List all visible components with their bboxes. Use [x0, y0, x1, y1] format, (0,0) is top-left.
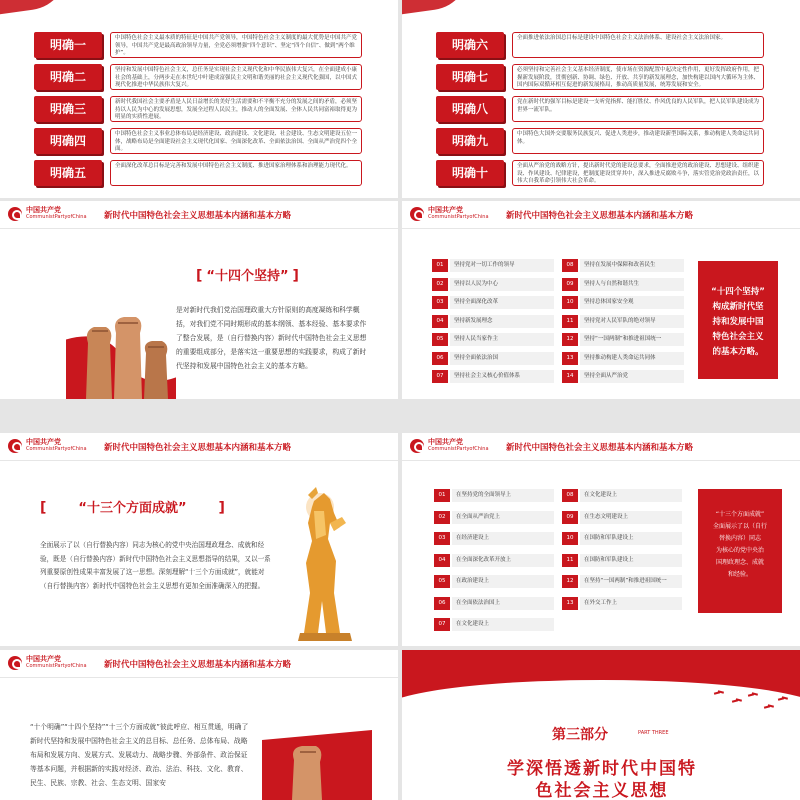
list-item-text: 在全面深化改革开放上: [452, 554, 554, 567]
party-emblem-icon: [410, 207, 424, 221]
list-item-number: 12: [562, 333, 578, 346]
brand-en: CommunistPartyofChina: [428, 214, 489, 220]
list-item-text: 坚持“一国两制”和推进祖国统一: [580, 333, 684, 346]
list-item-text: 坚持在发展中保障和改善民生: [580, 259, 684, 272]
list-item-text: 坚持总体国家安全观: [580, 296, 684, 309]
section-title: [ “十四个坚持” ]: [196, 268, 299, 284]
section-body: 是对新时代我们党治国理政重大方针原则的高度凝练和科学概括，对我们党不同时期形成的基本纲领、基本经验、基本要求作了整合发展，是（自行替换内容）新时代中国特色社会主义思想的重要组成部分，是落实这一重要思想的实践要求，构成了新时代坚持和发展中国特色社会主义的基本方略。: [176, 306, 367, 370]
red-wave-decoration: [0, 0, 72, 19]
list-item[interactable]: [432, 370, 554, 383]
raised-fists-illustration: [262, 730, 372, 800]
list-item-number: 01: [432, 259, 448, 272]
clarification-row[interactable]: [436, 32, 764, 58]
raised-fists-illustration: [66, 303, 176, 399]
slide-fourteen-adherences-list[interactable]: [402, 201, 800, 399]
section-body: 全面展示了以（自行替换内容）同志为核心的党中央治国理政理念、成就和经验，既是（自行替换内容）新时代中国特色社会主义思想指导的结果，又以一系列重要原创性成果丰富发展了这一思想。深刻理解“十三个方面成就”，就能对（自行替换内容）新时代中国特色社会主义思想有更加全面准确深入的把握。: [40, 541, 271, 590]
slide-ten-clarifications-1[interactable]: [0, 0, 398, 198]
list-item-number: 04: [434, 554, 450, 567]
list-item[interactable]: [434, 618, 554, 631]
brand-cn: 中国共产党: [428, 438, 463, 446]
list-item-text: 坚持党对人民军队的绝对领导: [580, 315, 684, 328]
slide-header: [402, 433, 800, 461]
clarification-row[interactable]: [34, 160, 362, 186]
list-item[interactable]: [432, 315, 554, 328]
clarification-row[interactable]: [34, 64, 362, 90]
clarification-text: 中国特色大国外交要服务民族复兴、促进人类进步，推动建设新型国际关系，推动构建人类命运共同体。: [512, 128, 764, 154]
clarification-text: 新时代我国社会主要矛盾是人民日益增长的美好生活需要和不平衡不充分的发展之间的矛盾，必须坚持以人民为中心的发展思想，发展全过程人民民主，推动人的全面发展、全体人民共同富裕取得更为明显的实质性进展。: [110, 96, 362, 122]
part-label-en: PART THREE: [638, 730, 669, 736]
list-item[interactable]: [562, 296, 684, 309]
clarification-label: 明确三: [34, 96, 102, 122]
list-item-text: 坚持推动构建人类命运共同体: [580, 352, 684, 365]
brand-cn: 中国共产党: [428, 206, 463, 214]
list-item[interactable]: [432, 278, 554, 291]
slide-header: [402, 201, 800, 229]
clarification-label: 明确九: [436, 128, 504, 154]
summary-line: 持和发展中国: [712, 317, 764, 327]
clarification-row[interactable]: [436, 160, 764, 186]
list-item[interactable]: [562, 278, 684, 291]
party-emblem-icon: [8, 656, 22, 670]
clarification-text: 中国特色社会主义事业总体布局是经济建设、政治建设、文化建设、社会建设、生态文明建设五位一体，战略布局是全面建设社会主义现代化国家、全面深化改革、全面依法治国、全面从严治党四个全面。: [110, 128, 362, 154]
clarification-row[interactable]: [436, 64, 764, 90]
party-emblem-icon: [8, 207, 22, 221]
slide-header-title: 新时代中国特色社会主义思想基本内涵和基本方略: [506, 443, 694, 453]
list-item-text: 在坚持“一国两制”和推进祖国统一: [580, 575, 682, 588]
list-item-number: 05: [434, 575, 450, 588]
list-item[interactable]: [562, 597, 682, 610]
list-item[interactable]: [562, 333, 684, 346]
slide-part-three-cover[interactable]: [402, 650, 800, 800]
list-item[interactable]: [562, 315, 684, 328]
section-title-text: “十四个坚持”: [206, 269, 289, 284]
summary-line: “十四个坚持”: [711, 287, 765, 297]
list-item[interactable]: [562, 511, 682, 524]
list-item-text: 坚持人与自然和谐共生: [580, 278, 684, 291]
list-item-number: 03: [434, 532, 450, 545]
list-item-number: 11: [562, 315, 578, 328]
list-item-text: 坚持全面依法治国: [450, 352, 554, 365]
part-label: 第三部分: [552, 727, 608, 743]
list-item[interactable]: [432, 352, 554, 365]
list-item-number: 04: [432, 315, 448, 328]
clarification-label: 明确四: [34, 128, 102, 154]
clarification-row[interactable]: [34, 96, 362, 122]
list-item-number: 13: [562, 597, 578, 610]
list-item-number: 13: [562, 352, 578, 365]
summary-line: 全面展示了以（自行: [712, 523, 767, 530]
list-item-text: 在外交工作上: [580, 597, 682, 610]
list-item-number: 05: [432, 333, 448, 346]
summary-line: 为核心的党中央治: [715, 547, 764, 554]
clarification-text: 坚持和发展中国特色社会主义，总任务是实现社会主义现代化和中华民族伟大复兴，在全面建成小康社会的基础上，分两步走在本世纪中叶建成富强民主文明和谐美丽的社会主义现代化强国，以中国式现代化推进中华民族伟大复兴。: [110, 64, 362, 90]
summary-line: “十三个方面成就”: [715, 511, 765, 518]
slide-header: [0, 650, 398, 678]
list-item-text: 在文化建设上: [580, 489, 682, 502]
list-item-text: 坚持新发展理念: [450, 315, 554, 328]
brand-en: CommunistPartyofChina: [26, 214, 87, 220]
slide-fourteen-adherences-intro[interactable]: [0, 201, 398, 399]
clarification-label: 明确八: [436, 96, 504, 122]
list-item-text: 坚持以人民为中心: [450, 278, 554, 291]
list-item-text: 在坚持党的全面领导上: [452, 489, 554, 502]
list-item[interactable]: [434, 554, 554, 567]
list-item[interactable]: [434, 489, 554, 502]
clarification-text: 全面推进依法治国总目标是建设中国特色社会主义法治体系、建设社会主义法治国家。: [512, 32, 764, 58]
list-item[interactable]: [434, 597, 554, 610]
summary-box: [698, 261, 778, 379]
section-title-text: “十三个方面成就”: [78, 501, 187, 516]
list-item[interactable]: [562, 489, 682, 502]
clarification-label: 明确六: [436, 32, 504, 58]
list-item-text: 在国防和军队建设上: [580, 554, 682, 567]
list-item-number: 06: [432, 352, 448, 365]
list-item-text: 坚持党对一切工作的领导: [450, 259, 554, 272]
list-item[interactable]: [562, 259, 684, 272]
list-item-text: 在全面依法治国上: [452, 597, 554, 610]
clarification-label: 明确二: [34, 64, 102, 90]
list-item-text: 坚持社会主义核心价值体系: [450, 370, 554, 383]
list-item-number: 02: [434, 511, 450, 524]
cover-title-line2: 色社会主义思想: [535, 781, 669, 800]
list-item[interactable]: [432, 259, 554, 272]
slide-header: [0, 201, 398, 229]
list-item[interactable]: [562, 575, 682, 588]
brand-en: CommunistPartyofChina: [26, 663, 87, 669]
clarification-text: 全面从严治党的战略方针，提出新时代党的建设总要求，全面推进党的政治建设、思想建设、组织建设、作风建设、纪律建设，把制度建设贯穿其中，深入推进反腐败斗争，落实管党治党政治责任，以伟大自我革命引领伟大社会革命。: [512, 160, 764, 186]
list-item-text: 在经济建设上: [452, 532, 554, 545]
brand-cn: 中国共产党: [26, 655, 61, 663]
list-item-text: 坚持人民当家作主: [450, 333, 554, 346]
slide-summary-text[interactable]: [0, 650, 398, 800]
clarification-text: 必须坚持和完善社会主义基本经济制度，使市场在资源配置中起决定性作用，更好发挥政府作用，把握新发展阶段，贯彻创新、协调、绿色、开放、共享的新发展理念，加快构建以国内大循环为主体、国内国际双循环相互促进的新发展格局，推动高质量发展，统筹发展和安全。: [512, 64, 764, 90]
brand-cn: 中国共产党: [26, 438, 61, 446]
slide-thirteen-achievements-intro[interactable]: [0, 433, 398, 646]
brand-en: CommunistPartyofChina: [26, 446, 87, 452]
list-item-text: 在文化建设上: [452, 618, 554, 631]
clarification-label: 明确五: [34, 160, 102, 186]
list-item[interactable]: [562, 532, 682, 545]
list-item-number: 10: [562, 296, 578, 309]
slide-header-title: 新时代中国特色社会主义思想基本内涵和基本方略: [104, 443, 292, 453]
list-item-number: 08: [562, 259, 578, 272]
cover-title-line1: 学深悟透新时代中国特: [507, 759, 697, 779]
clarification-text: 中国特色社会主义最本质的特征是中国共产党领导，中国特色社会主义制度的最大优势是中国共产党领导，中国共产党是最高政治领导力量，全党必须增强“四个意识”、坚定“四个自信”、做到“两个维护”。: [110, 32, 362, 58]
slide-header: [0, 433, 398, 461]
list-item[interactable]: [434, 532, 554, 545]
list-item-text: 在全面从严治党上: [452, 511, 554, 524]
list-item[interactable]: [562, 370, 684, 383]
clarification-text: 全面深化改革总目标是完善和发展中国特色社会主义制度、推进国家治理体系和治理能力现代化。: [110, 160, 362, 186]
slide-thirteen-achievements-list[interactable]: [402, 433, 800, 646]
summary-line: 替换内容）同志: [718, 535, 761, 542]
party-emblem-icon: [8, 439, 22, 453]
list-item-number: 11: [562, 554, 578, 567]
clarification-row[interactable]: [436, 128, 764, 154]
summary-line: 和经验。: [727, 571, 752, 578]
list-item-text: 在生态文明建设上: [580, 511, 682, 524]
list-item-number: 02: [432, 278, 448, 291]
list-item[interactable]: [434, 511, 554, 524]
summary-line: 国理政理念、成就: [715, 559, 764, 566]
list-item-number: 08: [562, 489, 578, 502]
party-emblem-icon: [410, 439, 424, 453]
list-item-number: 14: [562, 370, 578, 383]
list-item[interactable]: [562, 352, 684, 365]
list-item[interactable]: [562, 554, 682, 567]
list-item[interactable]: [434, 575, 554, 588]
clarification-row[interactable]: [34, 128, 362, 154]
clarification-label: 明确七: [436, 64, 504, 90]
section-body: “十个明确”“十四个坚持”“十三个方面成就”彼此呼应、相互贯通，明确了新时代坚持和发展中国特色社会主义的总目标、总任务、总体布局、战略布局和发展方向、发展方式、发展动力、战略步骤、外部条件、政治保证等基本问题，并根据新的实践对经济、政治、法治、科技、文化、教育、民生、民族、宗教、社会、生态文明、国家安: [30, 723, 249, 787]
list-item[interactable]: [432, 296, 554, 309]
slide-header-title: 新时代中国特色社会主义思想基本内涵和基本方略: [506, 211, 694, 221]
list-item-number: 07: [434, 618, 450, 631]
list-item-text: 在国防和军队建设上: [580, 532, 682, 545]
brand-cn: 中国共产党: [26, 206, 61, 214]
list-item-number: 10: [562, 532, 578, 545]
slide-header-title: 新时代中国特色社会主义思想基本内涵和基本方略: [104, 211, 292, 221]
list-item-number: 12: [562, 575, 578, 588]
section-title: [ “十三个方面成就” ]: [40, 500, 225, 516]
clarification-row[interactable]: [436, 96, 764, 122]
summary-line: 的基本方略。: [712, 347, 764, 357]
summary-box: [698, 489, 782, 613]
red-wave-decoration: [402, 0, 474, 19]
list-item-text: 坚持全面深化改革: [450, 296, 554, 309]
slide-ten-clarifications-2[interactable]: [402, 0, 800, 198]
list-item-number: 09: [562, 278, 578, 291]
list-item-number: 06: [434, 597, 450, 610]
golden-statue-illustration: [290, 483, 370, 643]
list-item-number: 01: [434, 489, 450, 502]
summary-line: 特色社会主义: [712, 332, 764, 342]
list-item-text: 坚持全面从严治党: [580, 370, 684, 383]
clarification-text: 党在新时代的强军目标是建设一支听党指挥、能打胜仗、作风优良的人民军队，把人民军队建设成为世界一流军队。: [512, 96, 764, 122]
clarification-label: 明确十: [436, 160, 504, 186]
clarification-label: 明确一: [34, 32, 102, 58]
list-item-number: 03: [432, 296, 448, 309]
list-item[interactable]: [432, 333, 554, 346]
list-item-number: 09: [562, 511, 578, 524]
list-item-number: 07: [432, 370, 448, 383]
clarification-row[interactable]: [34, 32, 362, 58]
slide-header-title: 新时代中国特色社会主义思想基本内涵和基本方略: [104, 660, 292, 670]
summary-line: 构成新时代坚: [712, 302, 764, 312]
list-item-text: 在政治建设上: [452, 575, 554, 588]
brand-en: CommunistPartyofChina: [428, 446, 489, 452]
